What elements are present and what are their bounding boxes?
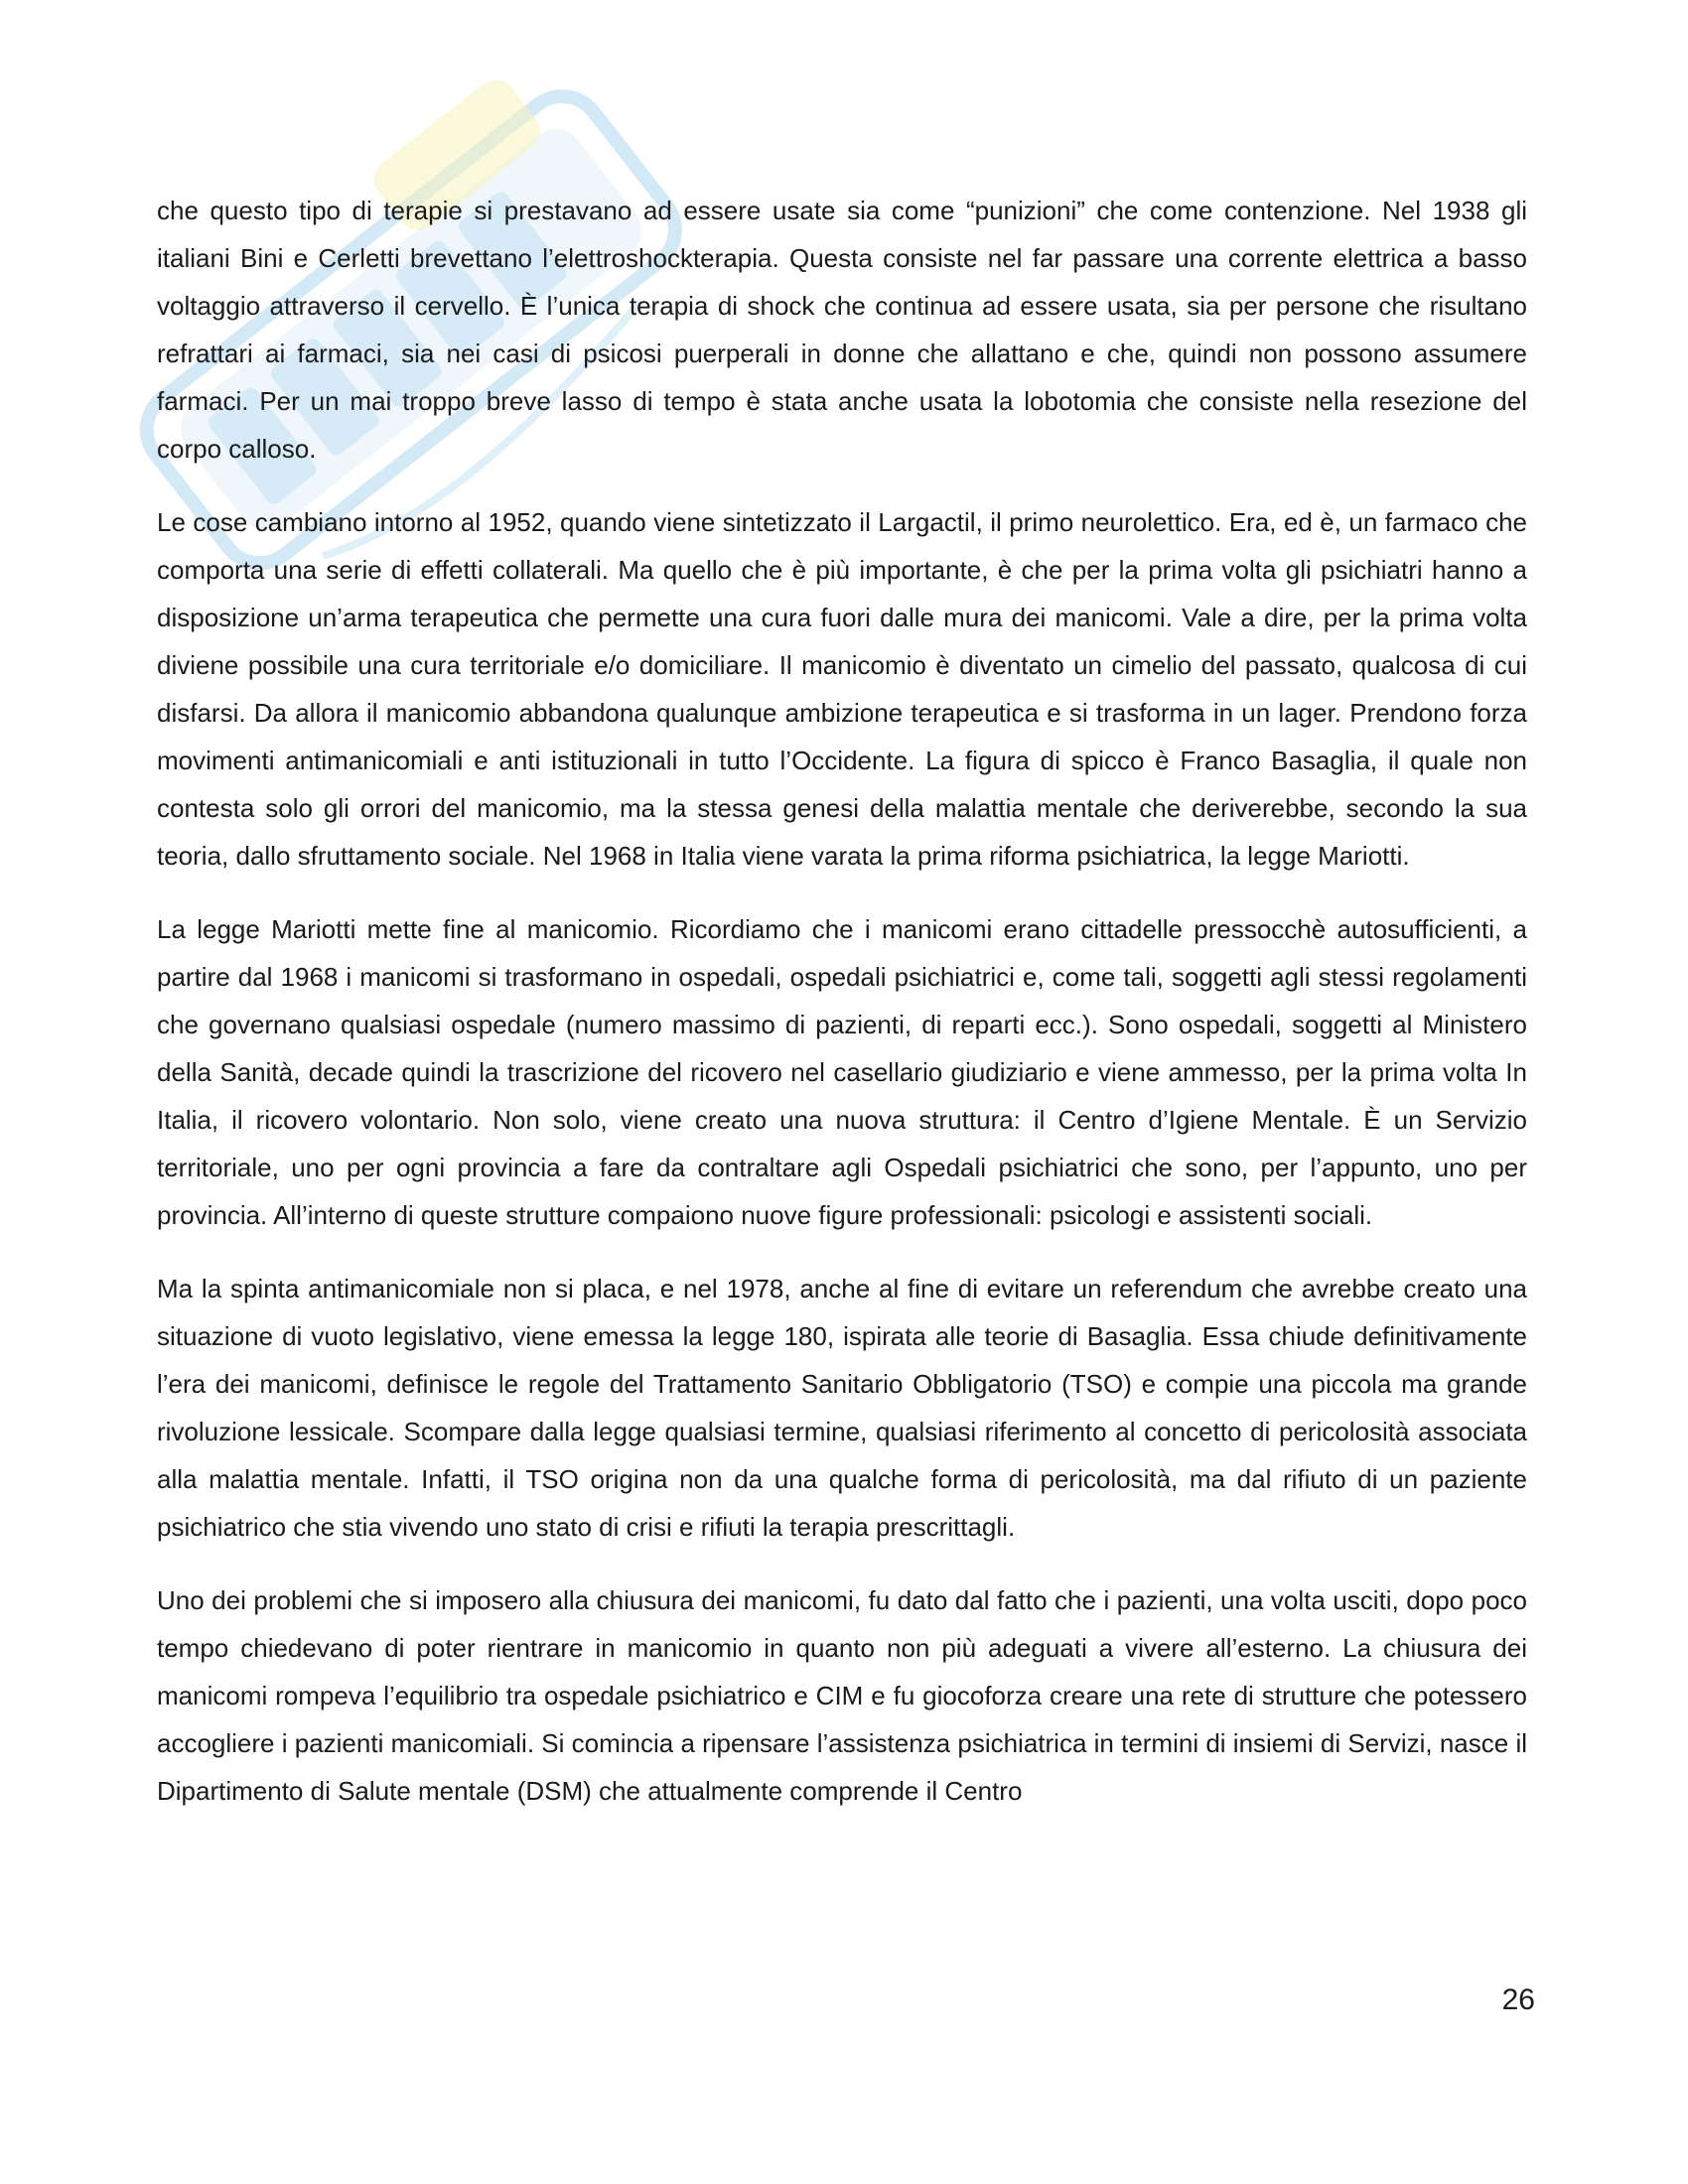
paragraph: Ma la spinta antimanicomiale non si placa, e nel 1978, anche al fine di evitare un referendum che avrebbe creato una situazione di vuoto legislativo, viene emessa la legge 180, ispirata alle teorie di Basaglia. Essa chiude definitivamente l’era dei manicomi, definisce le regole del Trattamento Sanitario Obbligatorio (TSO) e compie una piccola ma grande rivoluzione lessicale. Scompare dalla legge qualsiasi termine, qualsiasi riferimento al concetto di pericolosità associata alla malattia mentale. Infatti, il TSO origina non da una qualche forma di pericolosità, ma dal rifiuto di un paziente psichiatrico che stia vivendo uno stato di crisi e rifiuti la terapia prescrittagli. xyxy=(157,1274,1527,1542)
paragraph: che questo tipo di terapie si prestavano ad essere usate sia come “punizioni” che come contenzione. Nel 1938 gli italiani Bini e Cerletti brevettano l’elettroshockterapia. Questa consiste nel far passare una corrente elettrica a basso voltaggio attraverso il cervello. È l’unica terapia di shock che continua ad essere usata, sia per persone che risultano refrattari ai farmaci, sia nei casi di psicosi puerperali in donne che allattano e che, quindi non possono assumere farmaci. Per un mai troppo breve lasso di tempo è stata anche usata la lobotomia che consiste nella resezione del corpo calloso. xyxy=(157,196,1527,464)
page-number: 26 xyxy=(1501,1983,1535,2016)
paragraph: La legge Mariotti mette fine al manicomio. Ricordiamo che i manicomi erano cittadelle pressocchè autosufficienti, a partire dal 1968 i manicomi si trasformano in ospedali, ospedali psichiatrici e, come tali, soggetti agli stessi regolamenti che governano qualsiasi ospedale (numero massimo di pazienti, di reparti ecc.). Sono ospedali, soggetti al Ministero della Sanità, decade quindi la trascrizione del ricovero nel casellario giudiziario e viene ammesso, per la prima volta In Italia, il ricovero volontario. Non solo, viene creato una nuova struttura: il Centro d’Igiene Mentale. È un Servizio territoriale, uno per ogni provincia a fare da contraltare agli Ospedali psichiatrici che sono, per l’appunto, uno per provincia. All’interno di queste strutture compaiono nuove figure professionali: psicologi e assistenti sociali. xyxy=(157,914,1527,1230)
paragraph: Uno dei problemi che si imposero alla chiusura dei manicomi, fu dato dal fatto che i pazienti, una volta usciti, dopo poco tempo chiedevano di poter rientrare in manicomio in quanto non più adeguati a vivere all’esterno. La chiusura dei manicomi rompeva l’equilibrio tra ospedale psichiatrico e CIM e fu giocoforza creare una rete di strutture che potessero accogliere i pazienti manicomiali. Si comincia a ripensare l’assistenza psichiatrica in termini di insiemi di Servizi, nasce il Dipartimento di Salute mentale (DSM) che attualmente comprende il Centro xyxy=(157,1585,1527,1806)
body-text xyxy=(157,187,1527,1841)
paragraph: Le cose cambiano intorno al 1952, quando viene sintetizzato il Largactil, il primo neurolettico. Era, ed è, un farmaco che comporta una serie di effetti collaterali. Ma quello che è più importante, è che per la prima volta gli psichiatri hanno a disposizione un’arma terapeutica che permette una cura fuori dalle mura dei manicomi. Vale a dire, per la prima volta diviene possibile una cura territoriale e/o domiciliare. Il manicomio è diventato un cimelio del passato, qualcosa di cui disfarsi. Da allora il manicomio abbandona qualunque ambizione terapeutica e si trasforma in un lager. Prendono forza movimenti antimanicomiali e anti istituzionali in tutto l’Occidente. La figura di spicco è Franco Basaglia, il quale non contesta solo gli orrori del manicomio, ma la stessa genesi della malattia mentale che deriverebbe, secondo la sua teoria, dallo sfruttamento sociale. Nel 1968 in Italia viene varata la prima riforma psichiatrica, la legge Mariotti. xyxy=(157,507,1527,871)
